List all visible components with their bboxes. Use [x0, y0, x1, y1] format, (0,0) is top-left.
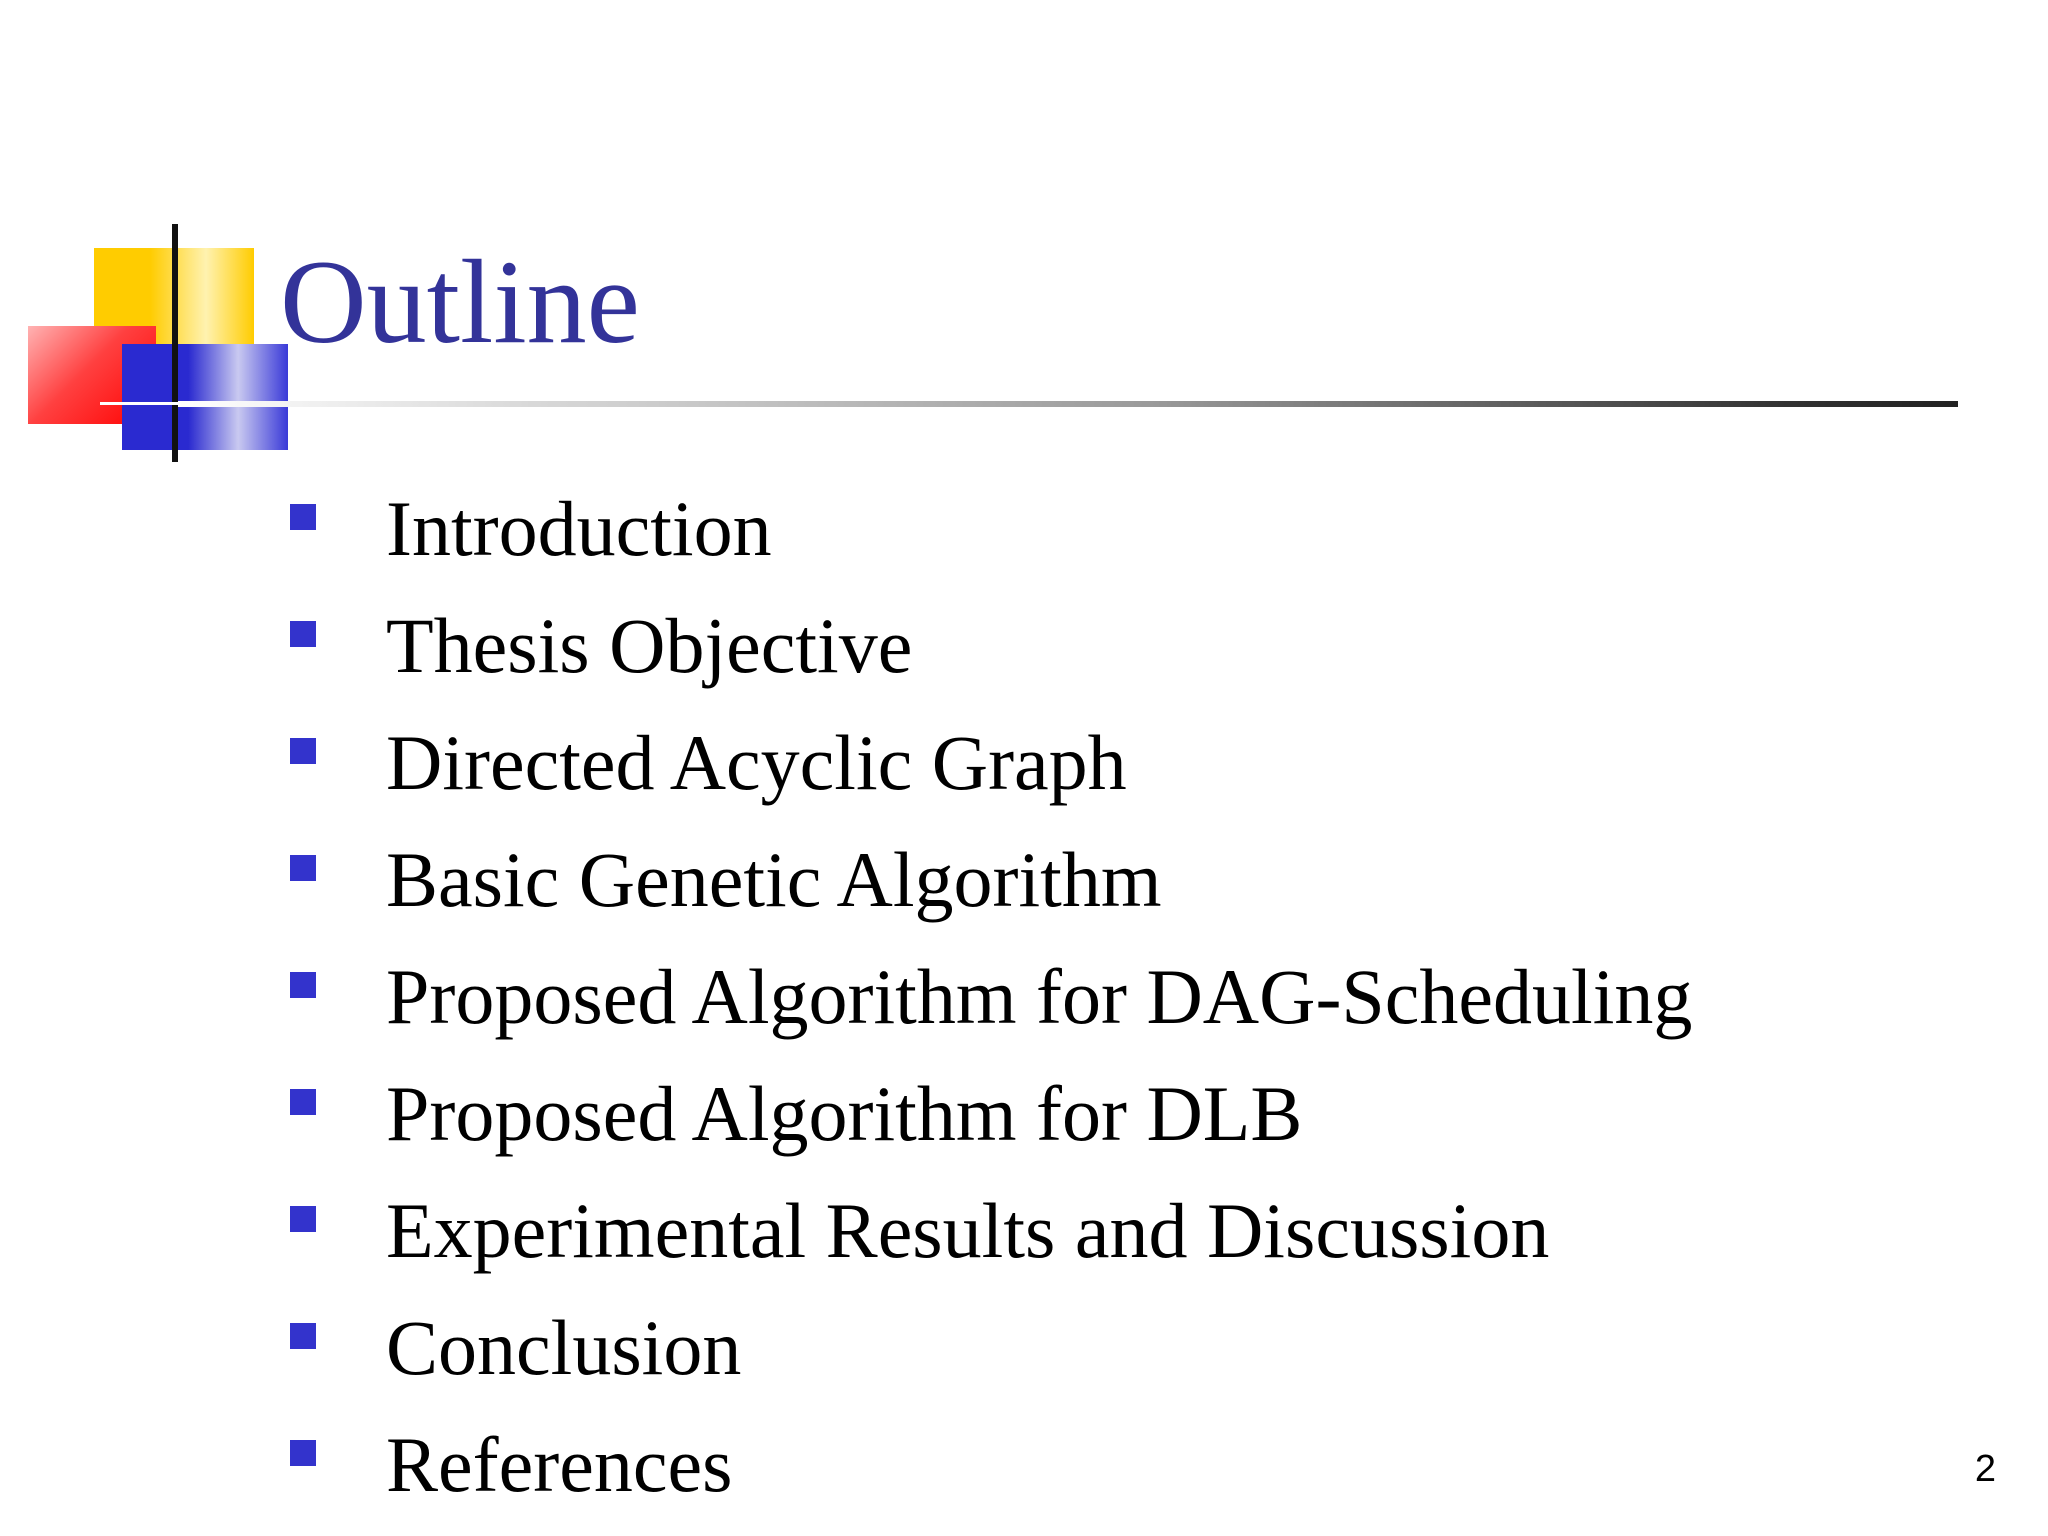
logo-blue-square	[122, 344, 288, 450]
list-item-label: Basic Genetic Algorithm	[386, 835, 1162, 923]
logo-vertical-bar	[172, 224, 178, 462]
list-item	[290, 470, 1692, 587]
list-item-label: Proposed Algorithm for DLB	[386, 1069, 1303, 1157]
square-bullet-icon	[290, 1440, 316, 1466]
list-item	[290, 1289, 1692, 1406]
list-item-label: Directed Acyclic Graph	[386, 718, 1127, 806]
list-item	[290, 1406, 1692, 1523]
slide-title: Outline	[280, 235, 640, 368]
list-item-label: Thesis Objective	[386, 601, 913, 689]
title-underline	[178, 401, 1958, 407]
square-bullet-icon	[290, 621, 316, 647]
list-item	[290, 587, 1692, 704]
page-number: 2	[1974, 1448, 1996, 1490]
list-item-label: Conclusion	[386, 1303, 742, 1391]
list-item	[290, 1055, 1692, 1172]
list-item-label: References	[386, 1420, 733, 1508]
square-bullet-icon	[290, 855, 316, 881]
square-bullet-icon	[290, 1089, 316, 1115]
square-bullet-icon	[290, 1323, 316, 1349]
square-bullet-icon	[290, 972, 316, 998]
list-item-label: Experimental Results and Discussion	[386, 1186, 1550, 1274]
list-item	[290, 1172, 1692, 1289]
square-bullet-icon	[290, 1206, 316, 1232]
list-item-label: Proposed Algorithm for DAG-Scheduling	[386, 952, 1693, 1040]
list-item	[290, 821, 1692, 938]
list-item-label: Introduction	[386, 484, 772, 572]
outline-list	[290, 470, 1692, 1523]
square-bullet-icon	[290, 738, 316, 764]
list-item	[290, 704, 1692, 821]
square-bullet-icon	[290, 504, 316, 530]
list-item	[290, 938, 1692, 1055]
